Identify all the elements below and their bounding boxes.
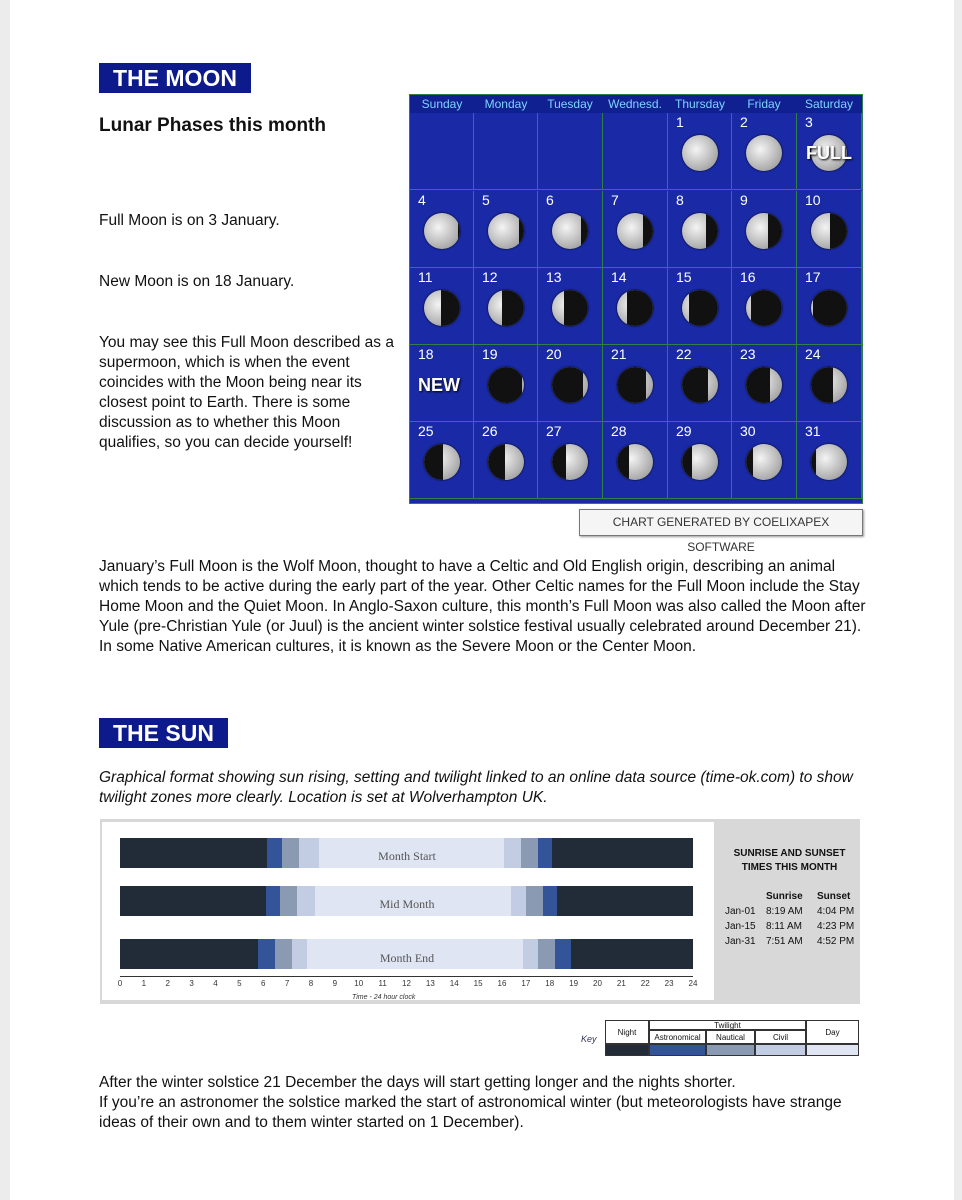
daylight-segment — [275, 939, 292, 969]
day-header: Thursday — [674, 97, 726, 111]
moon-shadow — [706, 213, 718, 249]
table-cell: 7:51 AM — [766, 936, 803, 947]
daylight-segment — [292, 939, 308, 969]
calendar-day-number: 1 — [676, 114, 684, 130]
moon-phase-icon — [552, 367, 588, 403]
axis-tick-label: 10 — [354, 979, 364, 988]
daylight-segment — [571, 939, 693, 969]
axis-tick-label: 21 — [616, 979, 626, 988]
daylight-segment — [538, 939, 555, 969]
moon-shadow — [627, 290, 653, 326]
table-cell: 8:19 AM — [766, 906, 803, 917]
calendar-day-number: 12 — [482, 269, 498, 285]
calendar-day-number: 19 — [482, 346, 498, 362]
moon-shadow — [564, 290, 588, 326]
daylight-segment — [282, 838, 299, 868]
moon-shadow — [751, 290, 782, 326]
moon-phase-icon — [746, 367, 782, 403]
axis-tick-label: 19 — [569, 979, 579, 988]
moon-shadow — [458, 213, 460, 249]
moon-phase-icon — [682, 290, 718, 326]
moon-phase-icon — [746, 444, 782, 480]
bar-label: Month Start — [378, 849, 436, 863]
moon-shadow — [552, 444, 566, 480]
moon-phase-icon — [424, 444, 460, 480]
daylight-segment — [521, 838, 538, 868]
calendar-day-number: 30 — [740, 423, 756, 439]
calendar-day-number: 2 — [740, 114, 748, 130]
axis-tick-label: 16 — [497, 979, 507, 988]
calendar-cell — [410, 113, 474, 190]
daylight-segment — [299, 838, 319, 868]
supermoon-text: You may see this Full Moon described as a supermoon, which is when the event coincides with the Moon being near its closest point to Earth. There is some discussion as to whether this Moon qualifies, so you can decide yourself! — [99, 334, 394, 451]
chart-credit: CHART GENERATED BY COELIXAPEX SOFTWARE — [579, 509, 863, 536]
moon-phase-icon — [617, 290, 653, 326]
moon-phase-icon — [488, 367, 524, 403]
full-moon-text: Full Moon is on 3 January. — [99, 212, 280, 229]
axis-tick-label: 2 — [165, 979, 170, 988]
calendar-day-number: 26 — [482, 423, 498, 439]
key-night-label: Night — [605, 1020, 649, 1044]
calendar-day-number: 10 — [805, 192, 821, 208]
daylight-segment — [526, 886, 543, 916]
axis-tick-label: 15 — [473, 979, 483, 988]
axis-tick-label: 11 — [378, 979, 387, 988]
moon-phase-icon — [617, 367, 653, 403]
moon-shadow — [768, 213, 782, 249]
axis-tick-label: 7 — [284, 979, 290, 988]
axis-tick-label: 18 — [545, 979, 555, 988]
moon-shadow — [811, 367, 833, 403]
axis-tick-label: 23 — [664, 979, 674, 988]
day-header: Monday — [484, 97, 528, 111]
axis-tick-label: 4 — [213, 979, 218, 988]
key-day-swatch — [806, 1044, 859, 1056]
daylight-segment — [552, 838, 693, 868]
key-astronomical-swatch — [649, 1044, 706, 1056]
calendar-day-number: 14 — [611, 269, 627, 285]
daylight-segment — [120, 886, 266, 916]
key-night-swatch — [605, 1044, 649, 1056]
moon-phase-icon — [682, 213, 718, 249]
moon-shadow — [488, 367, 522, 403]
calendar-day-number: 27 — [546, 423, 562, 439]
moon-phase-icon — [682, 444, 718, 480]
axis-tick-label: 20 — [593, 979, 602, 988]
calendar-day-number: 28 — [611, 423, 627, 439]
daylight-chart — [102, 822, 714, 1000]
full-moon-label: FULL — [806, 143, 852, 163]
moon-phase-icon — [682, 135, 718, 171]
calendar-day-number: 6 — [546, 192, 554, 208]
calendar-cell — [474, 113, 538, 190]
moon-shadow — [643, 213, 653, 249]
moon-phase-icon — [811, 213, 847, 249]
moon-shadow — [813, 290, 847, 326]
calendar-day-number: 5 — [482, 192, 490, 208]
daylight-segment — [543, 886, 557, 916]
calendar-day-number: 11 — [418, 269, 433, 285]
moon-phase-icon — [488, 213, 524, 249]
table-cell: Jan-15 — [725, 921, 756, 932]
moon-shadow — [746, 367, 770, 403]
moon-phase-icon — [746, 135, 782, 171]
sun-heading: THE SUN — [99, 718, 228, 748]
calendar-day-number: 9 — [740, 192, 748, 208]
key-nautical-swatch — [706, 1044, 755, 1056]
daylight-segment — [266, 886, 280, 916]
twilight-key — [581, 1020, 859, 1056]
wolf-moon-text: January’s Full Moon is the Wolf Moon, thought to have a Celtic and Old English origin, describing an animal which tends to be active during the early part of the year. Other Celtic names for the Full Moon include the Stay Home Moon and the Quiet Moon. In Anglo-Saxon culture, this month’s Full Moon was also called the Moon after Yule (pre-Christian Yule (or Juul) is the ancient winter solstice festival usually celebrated around December 21). In some Native American cultures, it is known as the Severe Moon or the Center Moon. — [99, 558, 866, 655]
axis-tick-label: 14 — [449, 979, 459, 988]
moon-shadow — [689, 290, 718, 326]
daylight-segment — [523, 939, 538, 969]
moon-phase-icon — [746, 290, 782, 326]
table-cell: 4:23 PM — [817, 921, 855, 932]
daylight-segment — [258, 939, 275, 969]
table-cell: 8:11 AM — [766, 921, 802, 932]
moon-phase-icon — [424, 213, 460, 249]
calendar-day-number: 7 — [611, 192, 619, 208]
axis-tick-label: 9 — [332, 979, 338, 988]
calendar-day-number: 25 — [418, 423, 434, 439]
moon-phase-icon — [617, 444, 653, 480]
bar-label: Mid Month — [379, 897, 435, 911]
moon-phase-icon — [552, 213, 588, 249]
sun-intro: Graphical format showing sun rising, setting and twilight linked to an online data source (time-ok.com) to show twilight zones more clearly. Location is set at Wolverhampton UK. — [99, 769, 853, 806]
daylight-segment — [120, 939, 258, 969]
daylight-segment — [267, 838, 283, 868]
moon-phase-icon — [746, 213, 782, 249]
moon-shadow — [811, 444, 816, 480]
axis-tick-label: 5 — [237, 979, 242, 988]
moon-shadow — [682, 444, 692, 480]
axis-tick-label: 12 — [402, 979, 411, 988]
axis-tick-label: 3 — [189, 979, 194, 988]
moon-phase-icon — [488, 290, 524, 326]
moon-phase-icon — [811, 367, 847, 403]
calendar-day-number: 21 — [611, 346, 627, 362]
axis-tick-label: 1 — [141, 979, 147, 988]
moon-shadow — [424, 444, 443, 480]
calendar-day-number: 15 — [676, 269, 692, 285]
calendar-cell — [603, 113, 668, 190]
calendar-day-number: 3 — [805, 114, 813, 130]
lunar-phases-title: Lunar Phases this month — [99, 115, 326, 136]
moon-phase-icon — [811, 290, 847, 326]
axis-title: Time - 24 hour clock — [352, 994, 416, 1001]
daylight-segment — [511, 886, 526, 916]
moon-shadow — [581, 213, 588, 249]
day-header: Sunday — [421, 97, 463, 111]
moon-phase-icon — [424, 290, 460, 326]
calendar-day-number: 16 — [740, 269, 756, 285]
daylight-segment — [538, 838, 552, 868]
axis-tick-label: 6 — [261, 979, 266, 988]
solstice-text-2: If you’re an astronomer the solstice marked the start of astronomical winter (but meteorologists have strange ideas of their own and to them winter started on 1 December). — [99, 1094, 842, 1131]
axis-tick-label: 22 — [640, 979, 650, 988]
moon-shadow — [617, 444, 629, 480]
moon-shadow — [617, 367, 646, 403]
day-header: Saturday — [804, 97, 854, 111]
moon-shadow — [488, 444, 505, 480]
daylight-segment — [280, 886, 297, 916]
key-nautical-label: Nautical — [706, 1030, 755, 1044]
sunset-header: Sunset — [817, 891, 851, 902]
moon-shadow — [519, 213, 524, 249]
moon-heading: THE MOON — [99, 63, 251, 93]
sunrise-sunset-table — [717, 819, 860, 1004]
moon-phase-icon — [552, 290, 588, 326]
axis-tick-label: 13 — [425, 979, 435, 988]
moon-shadow — [746, 444, 753, 480]
key-civil-label: Civil — [755, 1030, 806, 1044]
axis-tick-label: 0 — [117, 979, 123, 988]
solstice-text-1: After the winter solstice 21 December the days will start getting longer and the nights shorter. — [99, 1074, 736, 1091]
table-title: SUNRISE AND SUNSET TIMES THIS MONTH — [733, 848, 846, 873]
daylight-segment — [297, 886, 316, 916]
daylight-segment — [557, 886, 693, 916]
table-cell: Jan-31 — [725, 936, 756, 947]
calendar-day-number: 13 — [546, 269, 562, 285]
daylight-segment — [120, 838, 267, 868]
moon-phase-icon — [811, 444, 847, 480]
table-cell: Jan-01 — [725, 906, 756, 917]
sunrise-header: Sunrise — [766, 891, 803, 902]
axis-tick-label: 24 — [688, 979, 698, 988]
moon-shadow — [682, 367, 708, 403]
moon-phase-icon — [488, 444, 524, 480]
bar-label: Month End — [379, 951, 435, 965]
calendar-cell — [538, 113, 603, 190]
day-header: Wednesd. — [608, 97, 662, 111]
key-astronomical-label: Astronomical — [649, 1030, 706, 1044]
moon-shadow — [830, 213, 847, 249]
time-axis — [120, 976, 693, 977]
axis-tick-label: 17 — [521, 979, 531, 988]
calendar-day-number: 4 — [418, 192, 426, 208]
lunar-calendar — [409, 94, 863, 504]
calendar-day-number: 17 — [805, 269, 821, 285]
moon-phase-icon — [552, 444, 588, 480]
key-twilight-label: Twilight — [649, 1020, 806, 1030]
table-cell: 4:52 PM — [817, 936, 855, 947]
new-moon-label: NEW — [418, 375, 460, 395]
sun-chart-panel — [100, 819, 860, 1004]
moon-phase-icon — [682, 367, 718, 403]
calendar-day-number: 23 — [740, 346, 756, 362]
table-cell: 4:04 PM — [817, 906, 855, 917]
day-header: Friday — [747, 97, 781, 111]
calendar-day-number: 22 — [676, 346, 692, 362]
daylight-segment — [504, 838, 521, 868]
calendar-day-number: 24 — [805, 346, 821, 362]
calendar-day-number: 18 — [418, 346, 434, 362]
key-civil-swatch — [755, 1044, 806, 1056]
moon-shadow — [502, 290, 524, 326]
new-moon-text: New Moon is on 18 January. — [99, 273, 295, 290]
key-label: Key — [581, 1034, 597, 1044]
key-day-label: Day — [806, 1020, 859, 1044]
calendar-day-number: 8 — [676, 192, 684, 208]
calendar-header — [410, 95, 862, 113]
axis-tick-label: 8 — [308, 979, 314, 988]
moon-shadow — [441, 290, 460, 326]
moon-phase-icon — [617, 213, 653, 249]
daylight-segment — [555, 939, 572, 969]
calendar-day-number: 31 — [805, 423, 821, 439]
calendar-day-number: 29 — [676, 423, 692, 439]
calendar-day-number: 20 — [546, 346, 562, 362]
day-header: Tuesday — [547, 97, 593, 111]
moon-shadow — [552, 367, 583, 403]
